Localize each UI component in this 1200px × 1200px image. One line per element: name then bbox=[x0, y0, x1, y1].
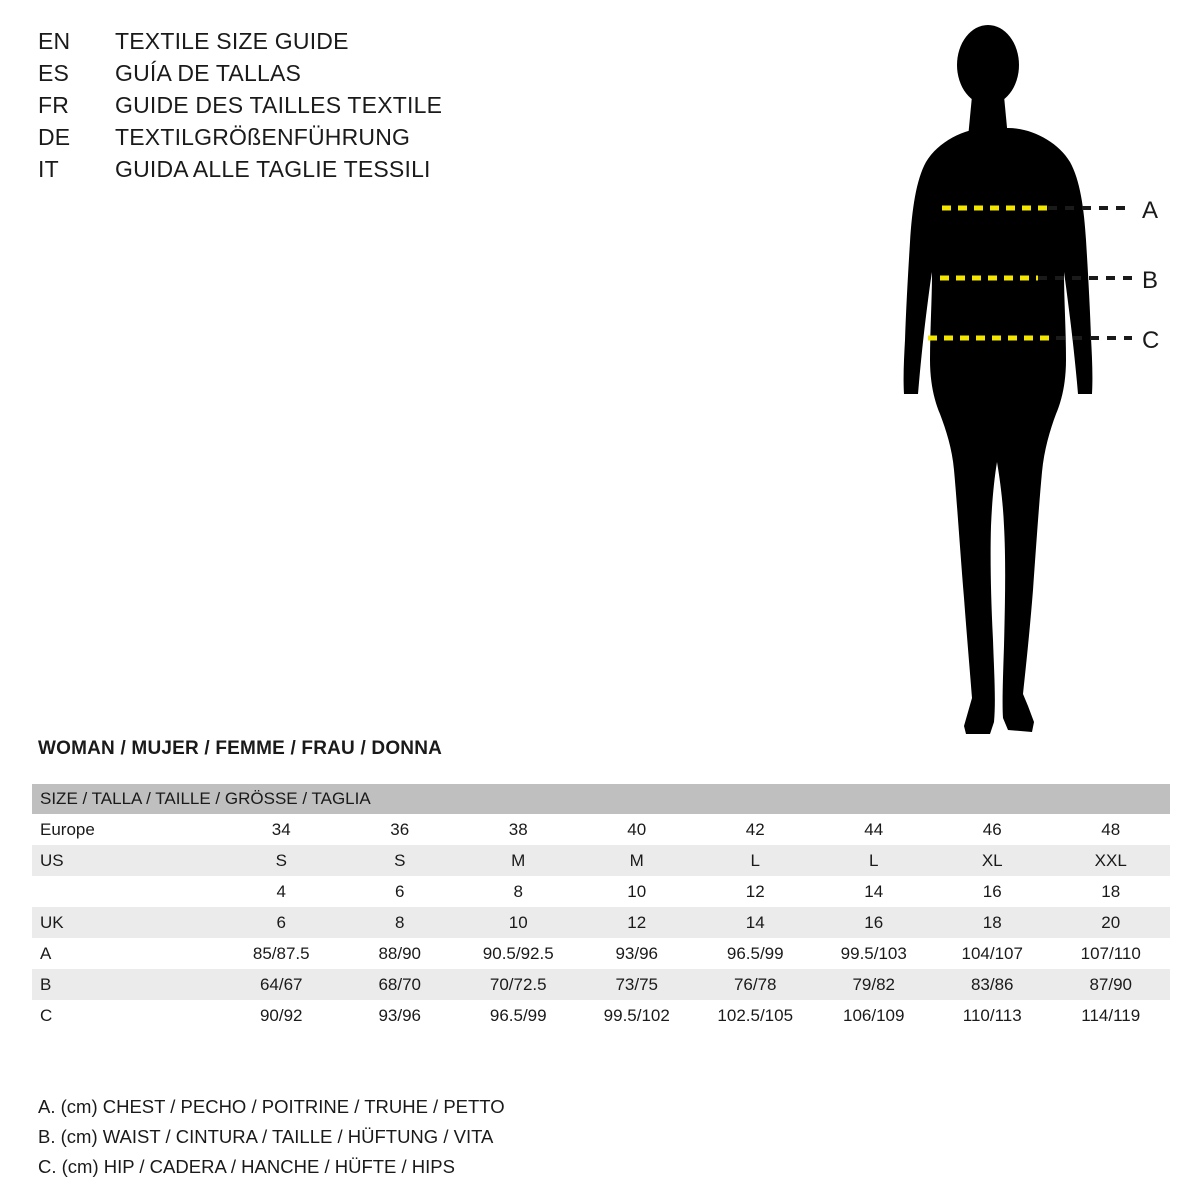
cell: 83/86 bbox=[933, 969, 1052, 1000]
cell: 99.5/103 bbox=[815, 938, 934, 969]
size-table-container bbox=[32, 784, 1170, 1031]
row-label-a: A bbox=[32, 938, 222, 969]
language-code-de: DE bbox=[38, 124, 71, 150]
cell: 70/72.5 bbox=[459, 969, 578, 1000]
title-row-es bbox=[38, 60, 658, 92]
cell: 4 bbox=[222, 876, 341, 907]
cell: 93/96 bbox=[341, 1000, 460, 1031]
table-row bbox=[32, 814, 1170, 845]
legend-item-chest: A. (cm) CHEST / PECHO / POITRINE / TRUHE / PETTO bbox=[38, 1096, 505, 1117]
cell: 96.5/99 bbox=[459, 1000, 578, 1031]
table-row bbox=[32, 969, 1170, 1000]
title-block bbox=[38, 28, 658, 188]
title-row-en bbox=[38, 28, 658, 60]
marker-label-b: B bbox=[1142, 267, 1159, 294]
table-row bbox=[32, 876, 1170, 907]
cell: 73/75 bbox=[578, 969, 697, 1000]
cell: 110/113 bbox=[933, 1000, 1052, 1031]
cell: L bbox=[815, 845, 934, 876]
table-row bbox=[32, 907, 1170, 938]
cell: 18 bbox=[933, 907, 1052, 938]
cell: 40 bbox=[578, 814, 697, 845]
cell: 114/119 bbox=[1052, 1000, 1171, 1031]
cell: 76/78 bbox=[696, 969, 815, 1000]
marker-label-c: C bbox=[1142, 327, 1160, 354]
table-header-label: SIZE / TALLA / TAILLE / GRÖSSE / TAGLIA bbox=[32, 784, 1170, 814]
cell: 88/90 bbox=[341, 938, 460, 969]
cell: M bbox=[578, 845, 697, 876]
language-code-en: EN bbox=[38, 28, 71, 54]
cell: 79/82 bbox=[815, 969, 934, 1000]
cell: XXL bbox=[1052, 845, 1171, 876]
silhouette-body bbox=[904, 25, 1093, 734]
table-row bbox=[32, 938, 1170, 969]
cell: 6 bbox=[222, 907, 341, 938]
cell: 12 bbox=[578, 907, 697, 938]
cell: XL bbox=[933, 845, 1052, 876]
cell: 18 bbox=[1052, 876, 1171, 907]
row-label-us: US bbox=[32, 845, 222, 876]
cell: 107/110 bbox=[1052, 938, 1171, 969]
cell: S bbox=[341, 845, 460, 876]
legend-item-hip: C. (cm) HIP / CADERA / HANCHE / HÜFTE / HIPS bbox=[38, 1156, 455, 1177]
cell: 42 bbox=[696, 814, 815, 845]
cell: 20 bbox=[1052, 907, 1171, 938]
cell: 102.5/105 bbox=[696, 1000, 815, 1031]
row-label-uk: UK bbox=[32, 907, 222, 938]
cell: 90/92 bbox=[222, 1000, 341, 1031]
cell: 14 bbox=[815, 876, 934, 907]
title-row-fr bbox=[38, 92, 658, 124]
cell: 93/96 bbox=[578, 938, 697, 969]
female-silhouette-figure bbox=[860, 10, 1190, 750]
row-label-c: C bbox=[32, 1000, 222, 1031]
title-row-de bbox=[38, 124, 658, 156]
table-row bbox=[32, 1000, 1170, 1031]
cell: 38 bbox=[459, 814, 578, 845]
cell: 10 bbox=[578, 876, 697, 907]
cell: 34 bbox=[222, 814, 341, 845]
language-code-fr: FR bbox=[38, 92, 70, 118]
title-text-en: TEXTILE SIZE GUIDE bbox=[115, 28, 349, 54]
cell: 16 bbox=[815, 907, 934, 938]
cell: 104/107 bbox=[933, 938, 1052, 969]
cell: 96.5/99 bbox=[696, 938, 815, 969]
language-code-it: IT bbox=[38, 156, 59, 182]
title-text-de: TEXTILGRÖßENFÜHRUNG bbox=[115, 124, 411, 150]
measurement-legend bbox=[38, 1092, 738, 1182]
cell: 44 bbox=[815, 814, 934, 845]
cell: 106/109 bbox=[815, 1000, 934, 1031]
table-header-row bbox=[32, 784, 1170, 814]
cell: 64/67 bbox=[222, 969, 341, 1000]
table-row bbox=[32, 845, 1170, 876]
title-text-it: GUIDA ALLE TAGLIE TESSILI bbox=[115, 156, 431, 182]
cell: 8 bbox=[341, 907, 460, 938]
cell: 99.5/102 bbox=[578, 1000, 697, 1031]
section-label-woman: WOMAN / MUJER / FEMME / FRAU / DONNA bbox=[38, 738, 443, 759]
size-table bbox=[32, 784, 1170, 1031]
cell: 48 bbox=[1052, 814, 1171, 845]
cell: 90.5/92.5 bbox=[459, 938, 578, 969]
cell: 10 bbox=[459, 907, 578, 938]
cell: S bbox=[222, 845, 341, 876]
cell: 68/70 bbox=[341, 969, 460, 1000]
cell: 36 bbox=[341, 814, 460, 845]
title-row-it bbox=[38, 156, 658, 188]
cell: 8 bbox=[459, 876, 578, 907]
title-text-es: GUÍA DE TALLAS bbox=[115, 60, 302, 86]
cell: L bbox=[696, 845, 815, 876]
language-code-es: ES bbox=[38, 60, 70, 86]
cell: 16 bbox=[933, 876, 1052, 907]
cell: 87/90 bbox=[1052, 969, 1171, 1000]
cell: 85/87.5 bbox=[222, 938, 341, 969]
legend-item-waist: B. (cm) WAIST / CINTURA / TAILLE / HÜFTUNG / VITA bbox=[38, 1126, 494, 1147]
cell: M bbox=[459, 845, 578, 876]
marker-label-a: A bbox=[1142, 197, 1159, 224]
cell: 12 bbox=[696, 876, 815, 907]
row-label-europe: Europe bbox=[32, 814, 222, 845]
row-label-b: B bbox=[32, 969, 222, 1000]
title-text-fr: GUIDE DES TAILLES TEXTILE bbox=[115, 92, 443, 118]
cell: 46 bbox=[933, 814, 1052, 845]
cell: 6 bbox=[341, 876, 460, 907]
cell: 14 bbox=[696, 907, 815, 938]
row-label-us-numeric bbox=[32, 876, 222, 907]
